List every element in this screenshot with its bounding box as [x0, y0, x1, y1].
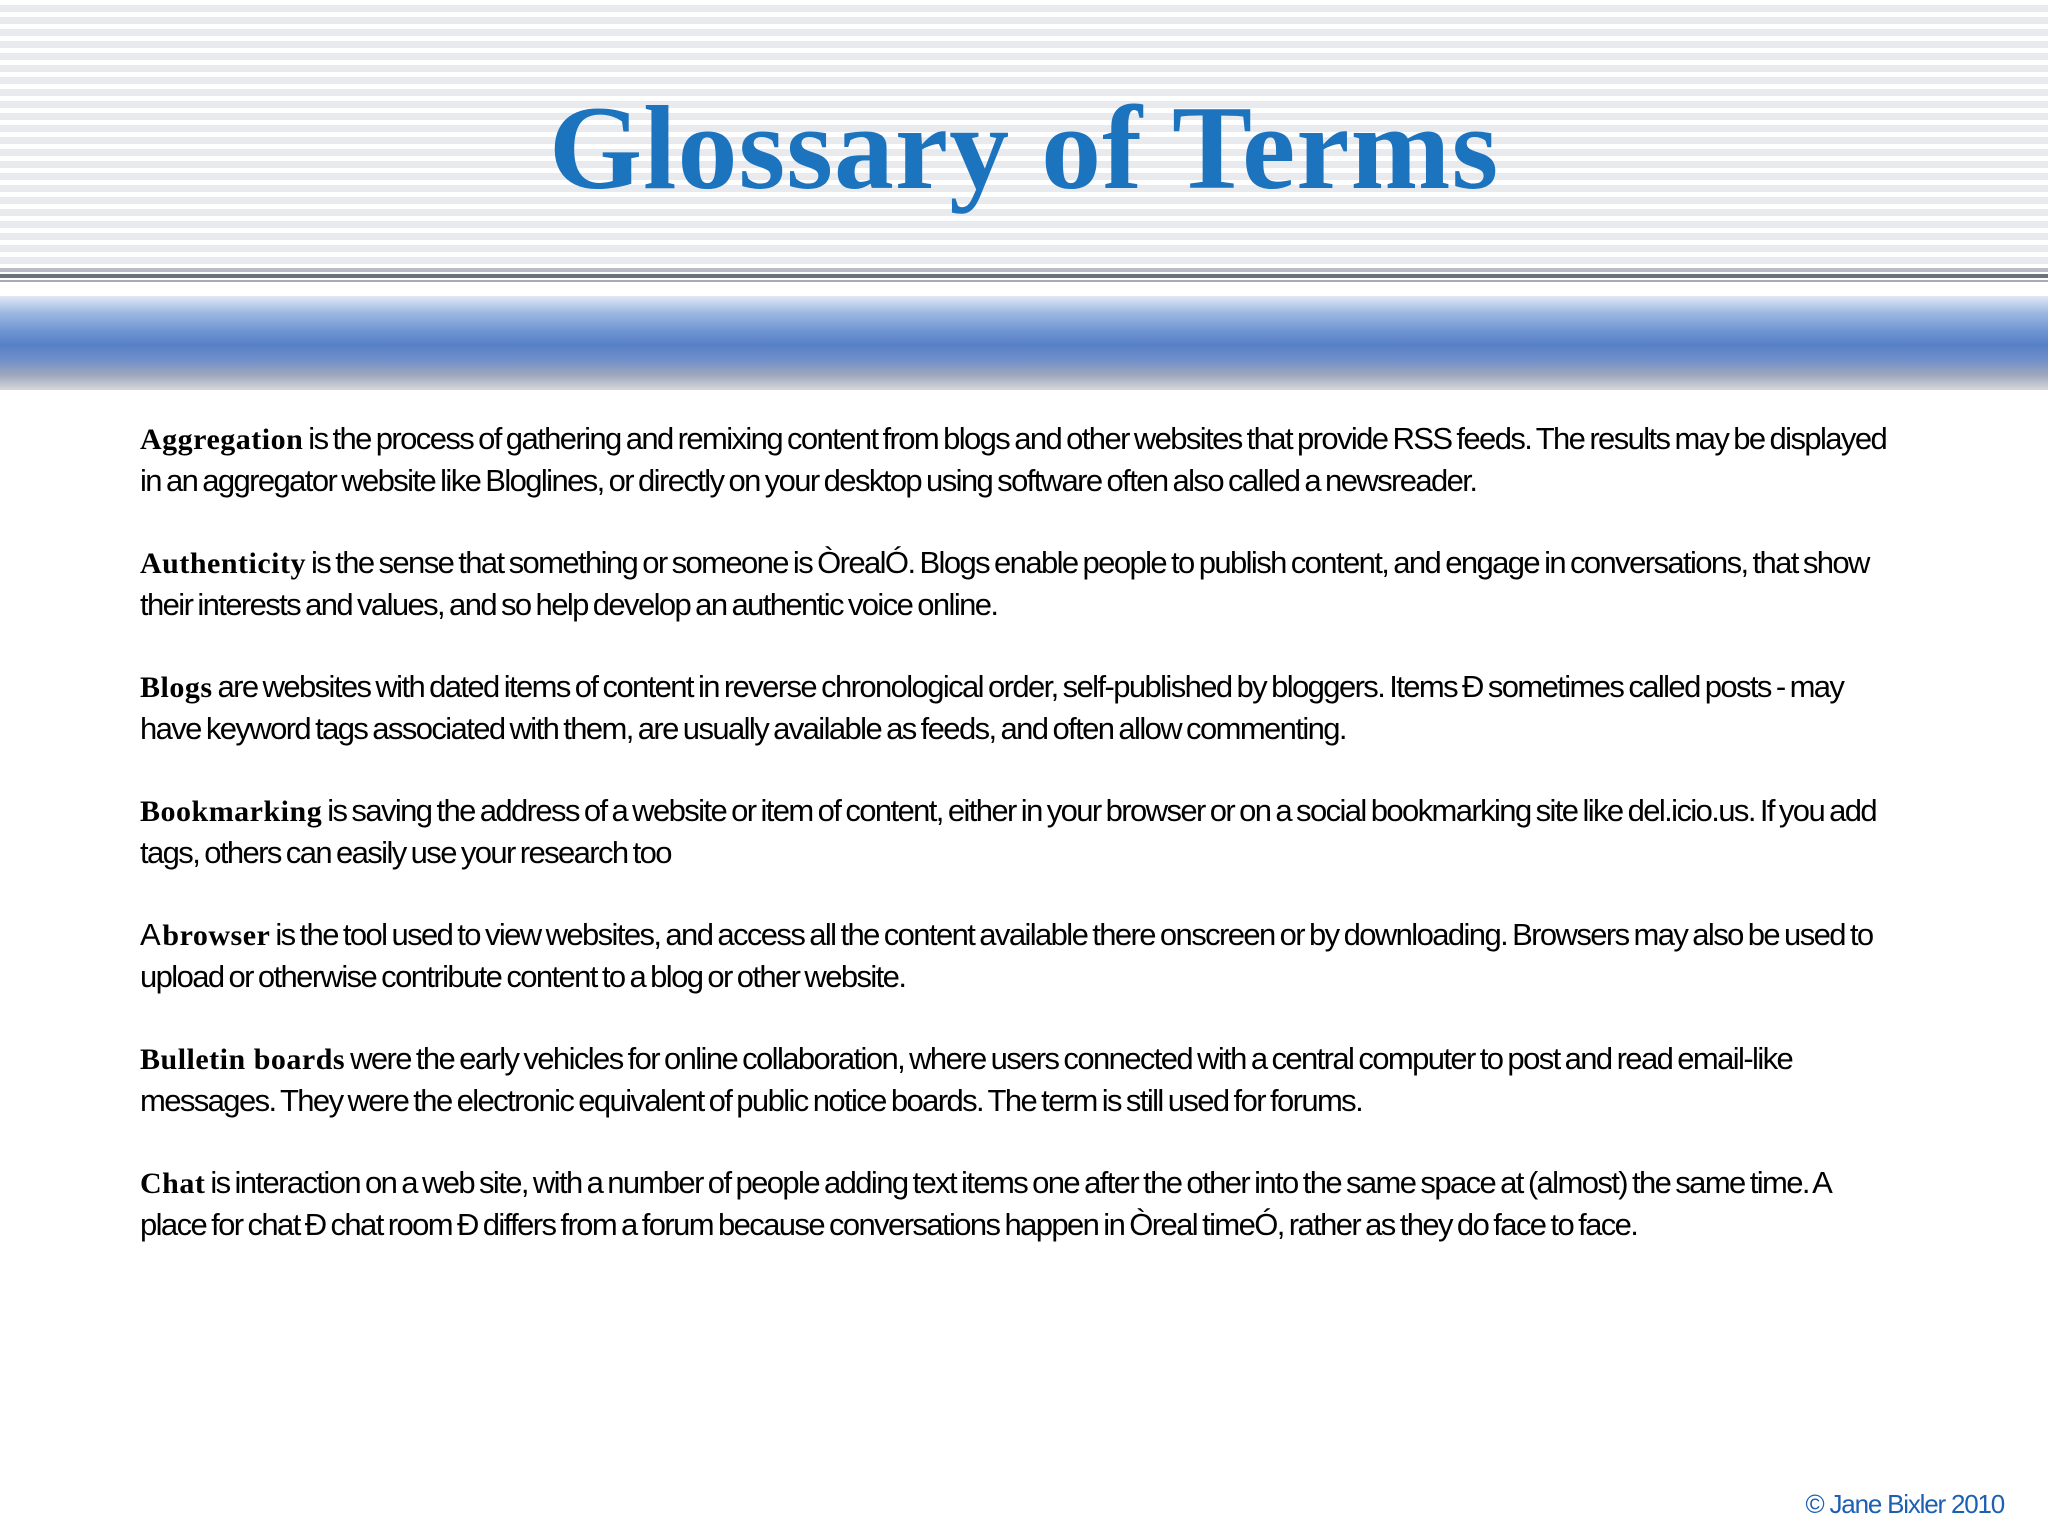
glossary-definition: is saving the address of a website or item of content, either in your browser or on a social bookmarking site like del.icio.us. If you add tags, others can easily use your research too	[140, 793, 1877, 870]
glossary-definition: are websites with dated items of content in reverse chronological order, self-published by bloggers. Items Ð sometimes called posts - may have keyword tags associated with them, are usually available as feeds, and often allow commenting.	[140, 669, 1844, 746]
glossary-definition: is the process of gathering and remixing content from blogs and other websites that provide RSS feeds. The results may be displayed in an aggregator website like Bloglines, or directly on your desktop using software often also called a newsreader.	[140, 421, 1887, 498]
glossary-term: Chat	[140, 1167, 206, 1200]
copyright-footer: © Jane Bixler 2010	[1805, 1489, 2004, 1519]
glossary-entry-authenticity	[140, 542, 1900, 625]
glossary-entry-blogs	[140, 666, 1900, 749]
glossary-term: Blogs	[140, 671, 213, 704]
header-divider-line	[0, 280, 2048, 282]
glossary-definition: is interaction on a web site, with a number of people adding text items one after the other into the same space at (almost) the same time. A place for chat Ð chat room Ð differs from a forum because conversations happen in Òreal timeÓ, rather as they do face to face.	[140, 1165, 1830, 1242]
blue-gradient-band	[0, 296, 2048, 390]
glossary-term: Bulletin boards	[140, 1043, 346, 1076]
glossary-definition: were the early vehicles for online collaboration, where users connected with a central computer to post and read email-like messages. They were the electronic equivalent of public notice boards. The term is still used for forums.	[140, 1041, 1793, 1118]
glossary-term: Aggregation	[140, 423, 304, 456]
glossary-term: browser	[162, 919, 271, 952]
glossary-entry-bookmarking	[140, 790, 1900, 873]
entry-prefix: A	[140, 917, 163, 952]
glossary-list	[140, 418, 1900, 1286]
glossary-definition: is the sense that something or someone is ÒrealÓ. Blogs enable people to publish content, and engage in conversations, that show their interests and values, and so help develop an authentic voice online.	[140, 545, 1869, 622]
glossary-definition: is the tool used to view websites, and access all the content available there onscreen or by downloading. Browsers may also be used to upload or otherwise contribute content to a blog or other website.	[140, 917, 1873, 994]
glossary-entry-browser	[140, 914, 1900, 997]
glossary-entry-chat	[140, 1162, 1900, 1245]
glossary-entry-bulletin-boards	[140, 1038, 1900, 1121]
glossary-term: Bookmarking	[140, 795, 323, 828]
header-divider-line	[0, 274, 2048, 278]
page-title: Glossary of Terms	[548, 81, 1500, 214]
glossary-entry-aggregation	[140, 418, 1900, 501]
header-divider-line	[0, 268, 2048, 272]
glossary-term: Authenticity	[140, 547, 306, 580]
